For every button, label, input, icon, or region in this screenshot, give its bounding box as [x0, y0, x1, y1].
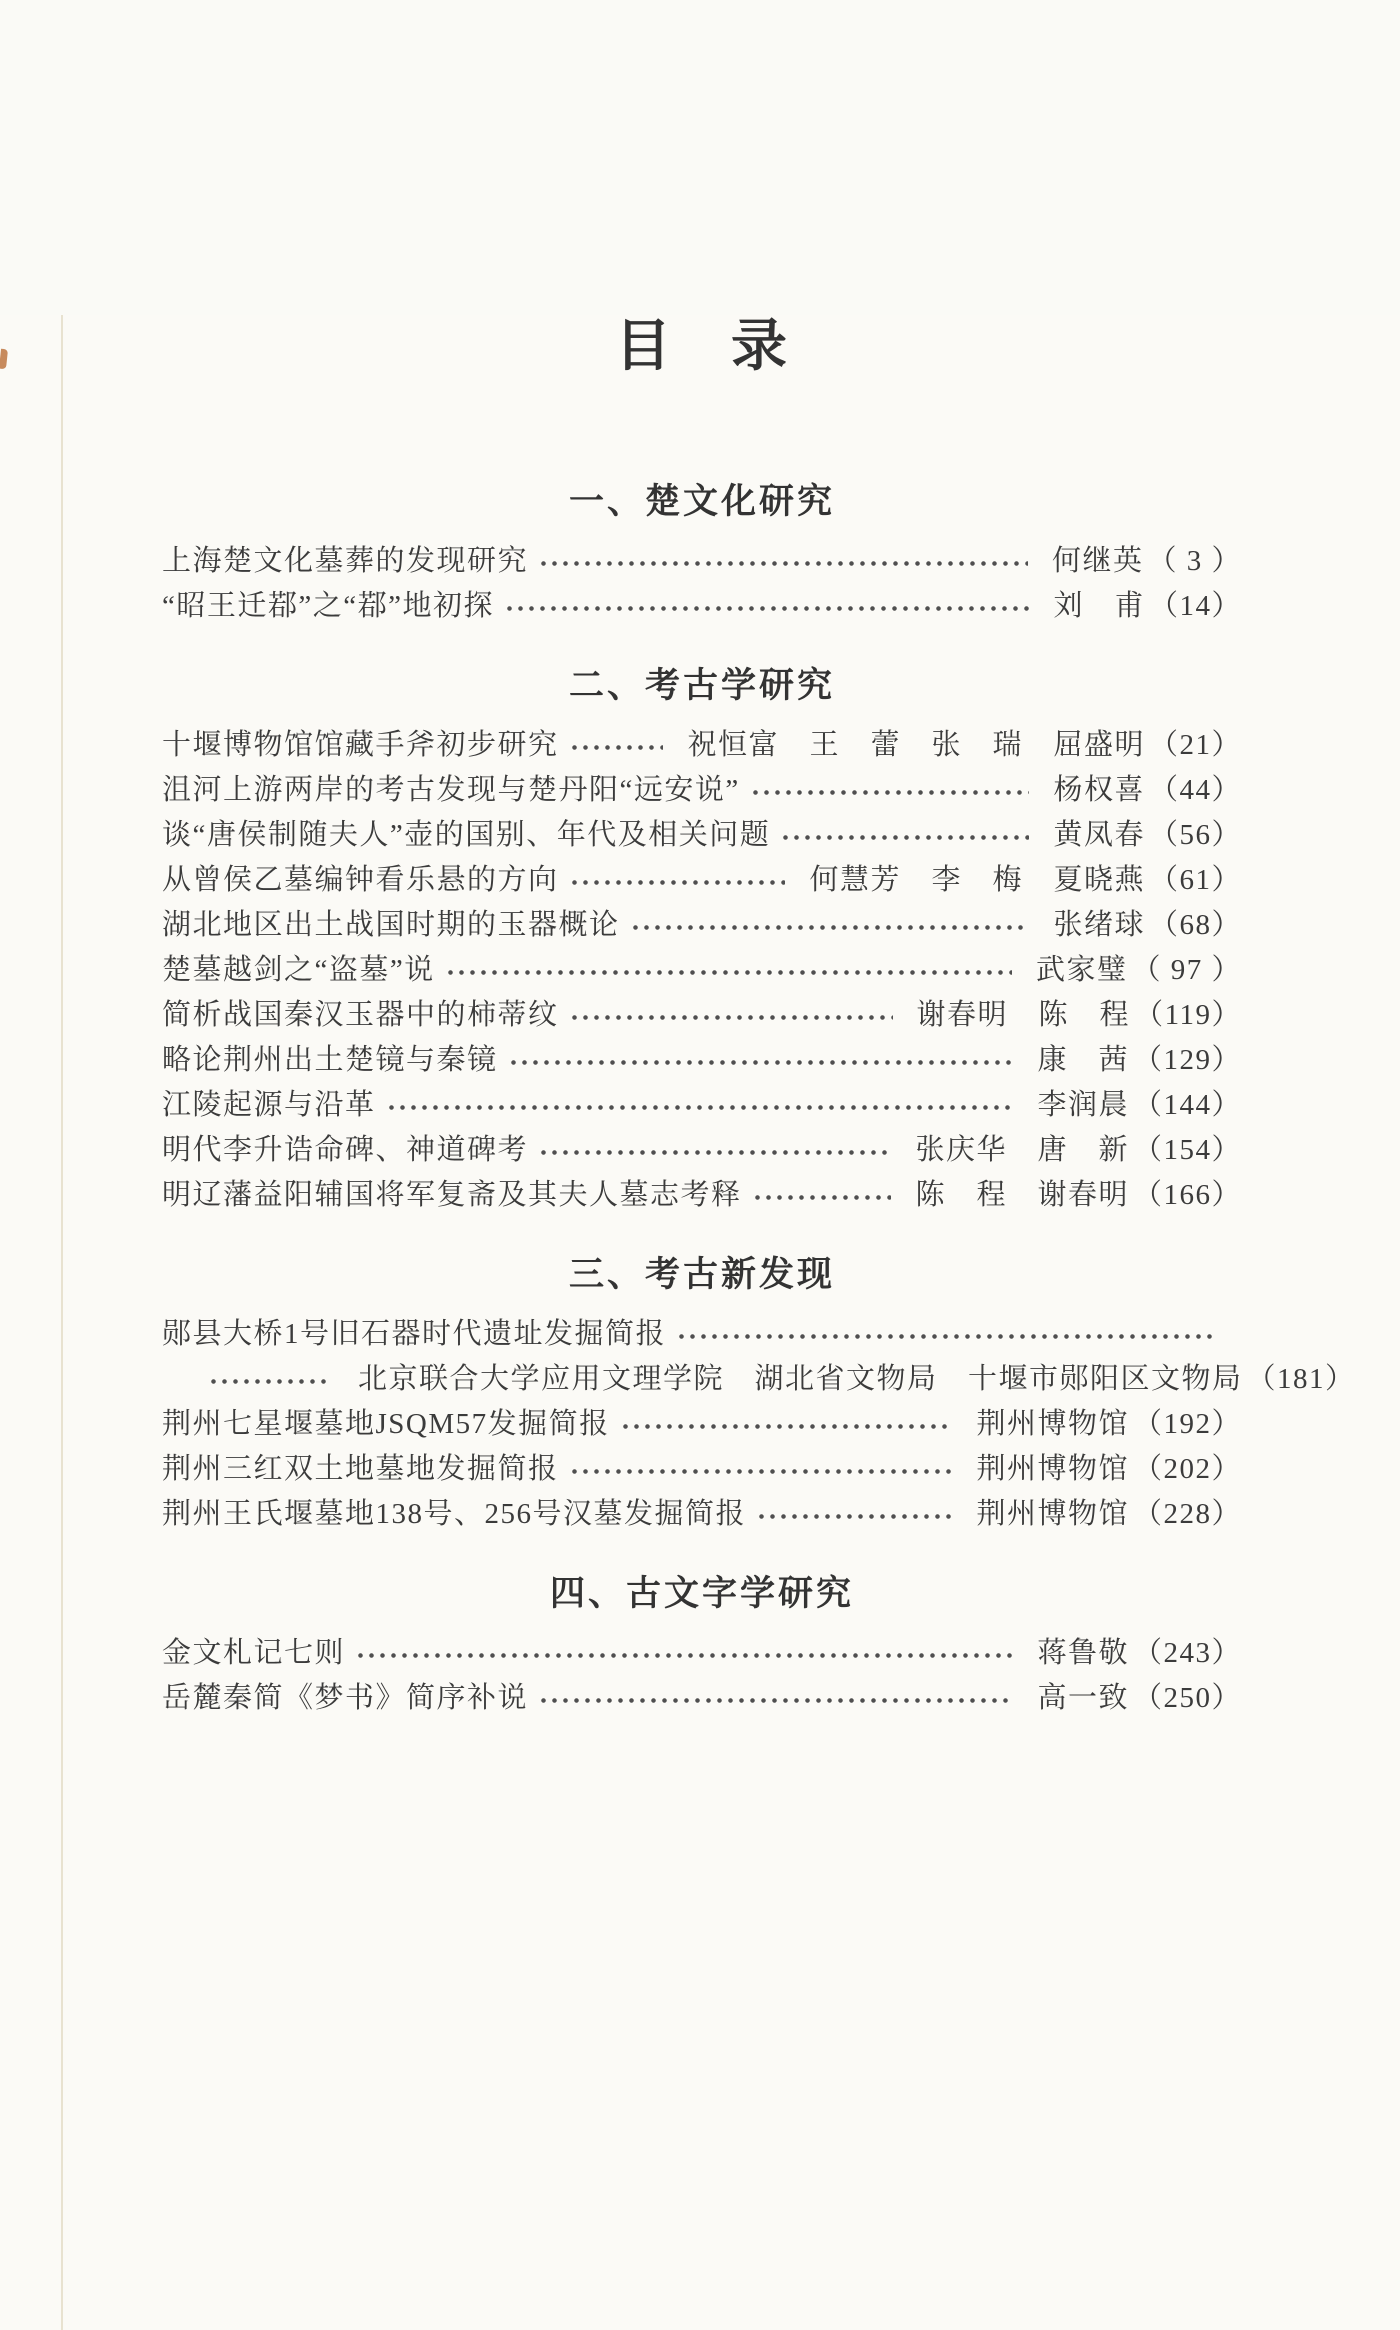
entry-title: 简析战国秦汉玉器中的柿蒂纹	[162, 999, 559, 1031]
entry-authors: 高一致	[1037, 1682, 1129, 1714]
entry-page-number: （154）	[1132, 1134, 1242, 1166]
toc-section-4	[162, 1571, 1242, 1721]
section-heading: 一、楚文化研究	[568, 482, 835, 521]
dot-leader	[569, 880, 786, 885]
dot-leader	[750, 790, 1030, 795]
entry-title: 上海楚文化墓葬的发现研究	[162, 545, 529, 577]
toc-content	[0, 315, 1400, 1721]
entry-title: 明辽藩益阳辅国将军复斋及其夫人墓志考释	[162, 1179, 742, 1211]
toc-entry	[162, 903, 1242, 948]
dot-leader	[504, 606, 1029, 611]
dot-leader	[630, 925, 1030, 930]
entry-title: 荆州七星堰墓地JSQM57发掘简报	[162, 1408, 610, 1440]
entry-title: 郧县大桥1号旧石器时代遗址发掘简报	[162, 1318, 667, 1350]
toc-entry	[162, 1173, 1242, 1218]
entry-authors: 陈 程 谢春明	[915, 1179, 1129, 1211]
entry-page-number: （243）	[1132, 1637, 1242, 1669]
toc-entry	[162, 1447, 1242, 1492]
entry-title: 荆州王氏堰墓地138号、256号汉墓发掘简报	[162, 1498, 747, 1530]
toc-section-2	[162, 663, 1242, 1218]
entry-title: 湖北地区出土战国时期的玉器概论	[162, 909, 620, 941]
entry-authors: 蒋鲁敬	[1037, 1637, 1129, 1669]
dot-leader	[569, 1469, 953, 1474]
dot-leader	[538, 1150, 891, 1155]
entry-page-number: （129）	[1132, 1044, 1242, 1076]
section-heading: 四、古文字学研究	[549, 1574, 854, 1613]
toc-entry	[162, 1676, 1242, 1721]
entry-authors: 祝恒富 王 蕾 张 瑞 屈盛明	[687, 729, 1145, 761]
entry-authors: 康 茜	[1037, 1044, 1129, 1076]
entry-page-number: （181）	[1246, 1363, 1356, 1395]
toc-entry	[162, 993, 1242, 1038]
entry-title: 江陵起源与沿革	[162, 1089, 376, 1121]
toc-entry	[162, 813, 1242, 858]
entry-authors: 北京联合大学应用文理学院 湖北省文物局 十堰市郧阳区文物局	[358, 1363, 1243, 1395]
dot-leader	[445, 970, 1012, 975]
entry-page-number: （ 3 ）	[1147, 545, 1242, 577]
entry-title: 从曾侯乙墓编钟看乐悬的方向	[162, 864, 559, 896]
entry-title: 谈“唐侯制随夫人”壶的国别、年代及相关问题	[162, 819, 771, 851]
entry-authors: 黄凤春	[1053, 819, 1145, 851]
toc-section-1	[162, 479, 1242, 629]
entry-page-number: （68）	[1148, 909, 1242, 941]
entry-page-number: （56）	[1148, 819, 1242, 851]
dot-leader	[569, 745, 664, 750]
toc-entry	[162, 723, 1242, 768]
dot-leader	[756, 1514, 952, 1519]
toc-entry	[162, 1631, 1242, 1676]
dot-leader	[508, 1060, 1014, 1065]
entry-title: “昭王迁鄀”之“鄀”地初探	[162, 590, 494, 622]
entry-title: 十堰博物馆馆藏手斧初步研究	[162, 729, 559, 761]
entry-authors: 何继英	[1051, 545, 1144, 577]
entry-authors: 荆州博物馆	[976, 1453, 1129, 1485]
entry-page-number: （192）	[1132, 1408, 1242, 1440]
toc-sections	[162, 479, 1356, 1721]
entry-page-number: （44）	[1148, 774, 1242, 806]
toc-entry-continuation	[162, 1357, 1356, 1402]
dot-leader	[538, 1698, 1013, 1703]
toc-entry	[162, 948, 1242, 993]
page-title: 目 录	[615, 316, 789, 378]
entry-page-number: （ 97 ）	[1131, 954, 1242, 986]
dot-leader	[569, 1015, 893, 1020]
toc-entry	[162, 1083, 1242, 1128]
entry-title: 金文札记七则	[162, 1637, 346, 1669]
toc-entry	[162, 1128, 1242, 1173]
scanned-page	[0, 315, 1400, 2330]
section-heading: 三、考古新发现	[568, 1255, 835, 1294]
entry-page-number: （21）	[1148, 729, 1242, 761]
entry-page-number: （202）	[1132, 1453, 1242, 1485]
toc-entry	[162, 1492, 1242, 1537]
entry-authors: 谢春明 陈 程	[916, 999, 1131, 1031]
page-edge-crease	[61, 315, 63, 2330]
toc-entry	[162, 539, 1242, 584]
entry-authors: 张绪球	[1053, 909, 1145, 941]
entry-authors: 张庆华 唐 新	[915, 1134, 1129, 1166]
entry-page-number: （14）	[1148, 590, 1242, 622]
section-heading: 二、考古学研究	[568, 666, 835, 705]
entry-page-number: （228）	[1132, 1498, 1242, 1530]
dot-leader	[676, 1334, 1216, 1339]
toc-entry	[162, 768, 1242, 813]
toc-section-3	[162, 1252, 1356, 1537]
entry-authors: 刘 甫	[1053, 590, 1145, 622]
entry-title: 荆州三红双土地墓地发掘简报	[162, 1453, 559, 1485]
entry-page-number: （250）	[1132, 1682, 1242, 1714]
entry-authors: 杨权喜	[1053, 774, 1145, 806]
entry-authors: 何慧芳 李 梅 夏晓燕	[809, 864, 1145, 896]
toc-entry	[162, 584, 1242, 629]
dot-leader	[752, 1195, 892, 1200]
entry-authors: 李润晨	[1037, 1089, 1129, 1121]
entry-page-number: （144）	[1132, 1089, 1242, 1121]
entry-page-number: （61）	[1148, 864, 1242, 896]
toc-entry	[162, 1312, 1242, 1357]
dot-leader	[386, 1105, 1014, 1110]
entry-title: 明代李升诰命碑、神道碑考	[162, 1134, 529, 1166]
entry-page-number: （119）	[1134, 999, 1242, 1031]
entry-page-number: （166）	[1132, 1179, 1242, 1211]
entry-title: 略论荆州出土楚镜与秦镜	[162, 1044, 498, 1076]
dot-leader	[780, 835, 1029, 840]
dot-leader	[355, 1653, 1013, 1658]
entry-authors: 荆州博物馆	[976, 1498, 1129, 1530]
dot-leader	[620, 1424, 953, 1429]
entry-authors: 荆州博物馆	[976, 1408, 1129, 1440]
toc-entry	[162, 1038, 1242, 1083]
dot-leader	[208, 1379, 328, 1384]
entry-title: 沮河上游两岸的考古发现与楚丹阳“远安说”	[162, 774, 740, 806]
dot-leader	[538, 561, 1028, 566]
entry-authors: 武家璧	[1035, 954, 1128, 986]
entry-title: 岳麓秦简《梦书》简序补说	[162, 1682, 529, 1714]
toc-entry	[162, 858, 1242, 903]
toc-entry	[162, 1402, 1242, 1447]
entry-title: 楚墓越剑之“盗墓”说	[162, 954, 435, 986]
